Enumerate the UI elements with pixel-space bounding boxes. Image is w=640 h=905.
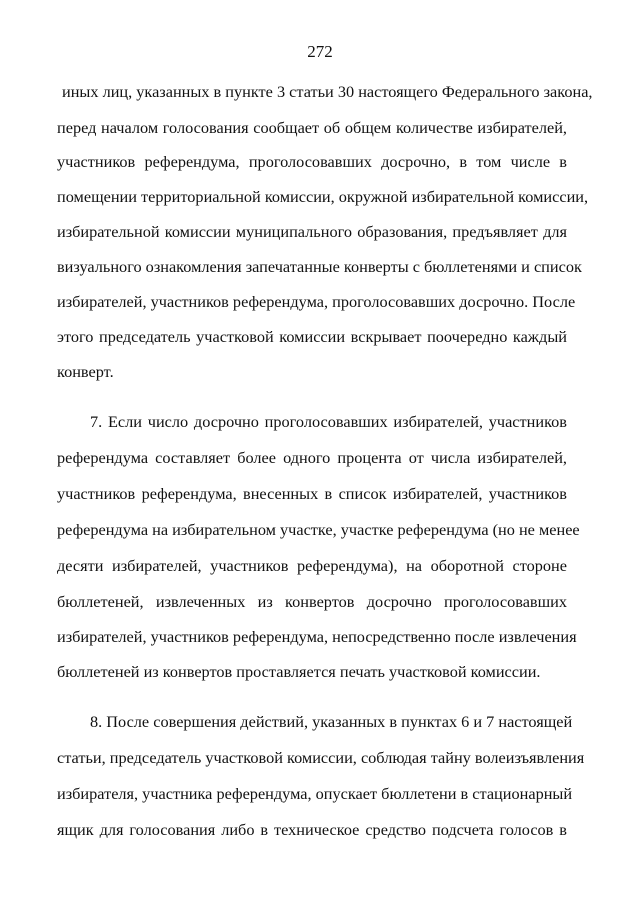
text-line: избирателя, участника референдума, опускает бюллетени в стационарный xyxy=(57,784,573,803)
text-line: референдума составляет более одного процента от числа избирателей, xyxy=(57,448,567,467)
text-line: участников референдума, внесенных в список избирателей, участников xyxy=(57,484,567,503)
text-line: перед началом голосования сообщает об общем количестве избирателей, xyxy=(57,118,567,137)
text-line: конверт. xyxy=(57,362,114,381)
text-line: визуального ознакомления запечатанные конверты с бюллетенями и список xyxy=(57,257,582,276)
text-line: бюллетеней, извлеченных из конвертов досрочно проголосовавших xyxy=(57,592,567,611)
text-line: избирателей, участников референдума, проголосовавших досрочно. После xyxy=(57,292,576,311)
text-line: статьи, председатель участковой комиссии, соблюдая тайну волеизъявления xyxy=(57,748,585,767)
text-line: десяти избирателей, участников референдума), на оборотной стороне xyxy=(57,556,567,575)
text-line: бюллетеней из конвертов проставляется печать участковой комиссии. xyxy=(57,662,541,681)
page-number: 272 xyxy=(307,42,333,61)
text-line: 8. После совершения действий, указанных в пунктах 6 и 7 настоящей xyxy=(90,712,573,731)
text-line: референдума на избирательном участке, участке референдума (но не менее xyxy=(57,520,580,539)
text-line: участников референдума, проголосовавших досрочно, в том числе в xyxy=(57,152,567,171)
text-line: ящик для голосования либо в техническое средство подсчета голосов в xyxy=(57,820,567,839)
text-line: избирательной комиссии муниципального образования, предъявляет для xyxy=(57,222,567,241)
text-line: помещении территориальной комиссии, окружной избирательной комиссии, xyxy=(57,187,589,206)
text-line: 7. Если число досрочно проголосовавших избирателей, участников xyxy=(90,412,567,431)
text-line: иных лиц, указанных в пункте 3 статьи 30 настоящего Федерального закона, xyxy=(62,82,593,101)
text-line: избирателей, участников референдума, непосредственно после извлечения xyxy=(57,627,577,646)
text-line: этого председатель участковой комиссии вскрывает поочередно каждый xyxy=(57,327,567,346)
